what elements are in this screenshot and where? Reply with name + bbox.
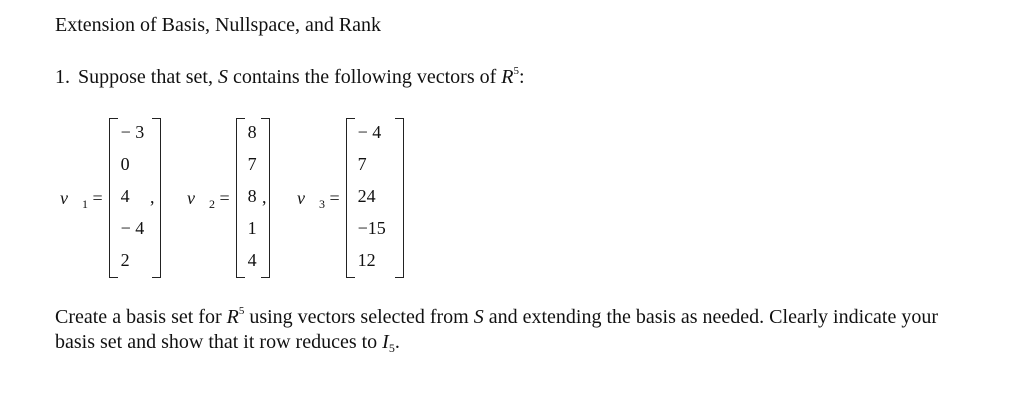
matrix-entry: 4 [120,186,130,206]
matrix-entry: 8 [247,186,257,206]
task-instructions: Create a basis set for $R^5$ using vectors selected from S and extending the basis as needed. Clearly indicate your basis set and show that it row reduces to $I_5$. [55,305,938,355]
comma: , [150,187,155,207]
vector-v2-label: $v⃗_2$ = [187,187,230,211]
matrix-entry: 4 [247,250,257,270]
vector-v1-label: $v⃗_1$ = [60,187,103,211]
matrix-entry: 12 [357,250,376,270]
matrix-entry: 24 [357,186,376,206]
problem-statement [55,66,525,89]
identity-subscript: 5 [388,341,395,355]
identity-symbol: I [382,331,389,353]
matrix-entry: −15 [357,218,386,238]
space-exponent: 5 [238,305,245,317]
vector-v2 [187,118,270,278]
intro-text-middle: contains the following vectors of [228,66,502,88]
space-symbol: R [226,306,239,328]
document-title: Extension of Basis, Nullspace, and Rank [55,14,382,36]
matrix-entry: 2 [120,250,130,270]
vector-v1 [60,118,161,278]
vector-v3-label: $v⃗_3$ = [297,187,340,211]
space-exponent: 5 [513,65,519,77]
set-symbol: S [218,66,228,88]
matrix-entry: − 3 [120,122,145,142]
matrix-entry: − 4 [120,218,145,238]
matrix-entry: 7 [357,154,367,174]
intro-text-end: : [519,66,525,88]
space-symbol: R [501,66,514,88]
matrix-entry: 7 [247,154,257,174]
matrix-entry: 0 [120,154,130,174]
set-symbol: S [473,306,484,328]
vector-v3 [297,118,404,278]
problem-number: 1. [55,66,70,88]
intro-text: Suppose that set, [78,66,218,88]
matrix-entry: 1 [247,218,257,238]
vector-v3-matrix [346,118,404,278]
matrix-entry: − 4 [357,122,382,142]
matrix-entry: 8 [247,122,257,142]
comma: , [262,187,267,207]
